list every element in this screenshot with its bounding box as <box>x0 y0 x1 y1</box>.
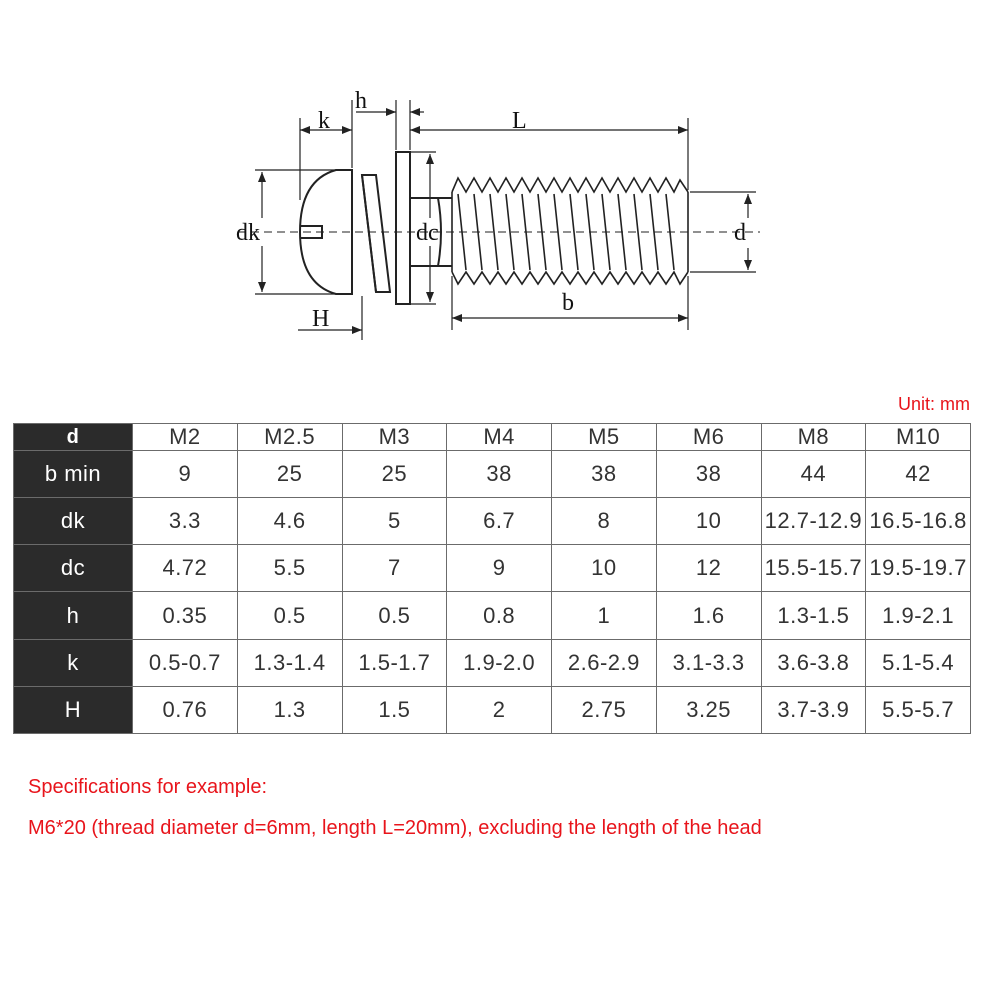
table-cell: 5 <box>342 498 447 545</box>
table-cell: 2.75 <box>552 686 657 733</box>
column-header: M6 <box>656 424 761 451</box>
row-header: H <box>14 686 133 733</box>
unit-label: Unit: mm <box>898 394 970 414</box>
table-row <box>14 545 971 592</box>
table-corner-header: d <box>14 424 133 451</box>
table-cell: 10 <box>656 498 761 545</box>
column-header: M8 <box>761 424 866 451</box>
table-cell: 38 <box>656 451 761 498</box>
spec-example-heading: Specifications for example: <box>28 776 268 798</box>
table-cell: 1.9-2.0 <box>447 639 552 686</box>
table-cell: 0.5-0.7 <box>133 639 238 686</box>
table-cell: 1.5 <box>342 686 447 733</box>
dimension-arrows <box>258 108 752 334</box>
table-cell: 38 <box>552 451 657 498</box>
table-cell: 12 <box>656 545 761 592</box>
table-cell: 5.1-5.4 <box>866 639 971 686</box>
table-cell: 1.5-1.7 <box>342 639 447 686</box>
screw-dimension-diagram <box>0 0 1000 380</box>
column-header: M2.5 <box>237 424 342 451</box>
table-cell: 0.35 <box>133 592 238 639</box>
table-row <box>14 686 971 733</box>
table-cell: 15.5-15.7 <box>761 545 866 592</box>
table-cell: 7 <box>342 545 447 592</box>
table-cell: 1.9-2.1 <box>866 592 971 639</box>
row-header: dc <box>14 545 133 592</box>
table-cell: 6.7 <box>447 498 552 545</box>
column-header: M4 <box>447 424 552 451</box>
table-cell: 3.25 <box>656 686 761 733</box>
column-header: M3 <box>342 424 447 451</box>
label-dc: dc <box>416 220 439 246</box>
spec-example-text: M6*20 (thread diameter d=6mm, length L=20mm), excluding the length of the head <box>28 817 762 839</box>
table-cell: 1.3-1.4 <box>237 639 342 686</box>
table-cell: 2.6-2.9 <box>552 639 657 686</box>
table-cell: 5.5-5.7 <box>866 686 971 733</box>
table-cell: 3.7-3.9 <box>761 686 866 733</box>
table-row <box>14 498 971 545</box>
table-cell: 4.72 <box>133 545 238 592</box>
label-H: H <box>312 306 330 332</box>
table-cell: 38 <box>447 451 552 498</box>
table-cell: 1.3-1.5 <box>761 592 866 639</box>
table-row <box>14 592 971 639</box>
screw-thread <box>452 178 688 284</box>
table-cell: 1.6 <box>656 592 761 639</box>
label-dk: dk <box>236 220 260 246</box>
table-cell: 19.5-19.7 <box>866 545 971 592</box>
table-cell: 25 <box>342 451 447 498</box>
table-cell: 0.5 <box>342 592 447 639</box>
table-cell: 5.5 <box>237 545 342 592</box>
table-cell: 3.6-3.8 <box>761 639 866 686</box>
row-header: h <box>14 592 133 639</box>
label-h: h <box>355 88 367 114</box>
label-b: b <box>562 290 574 316</box>
table-cell: 3.3 <box>133 498 238 545</box>
row-header: b min <box>14 451 133 498</box>
table-cell: 12.7-12.9 <box>761 498 866 545</box>
table-cell: 2 <box>447 686 552 733</box>
label-L: L <box>512 108 527 134</box>
label-k: k <box>318 108 330 134</box>
table-row <box>14 451 971 498</box>
table-cell: 10 <box>552 545 657 592</box>
table-cell: 9 <box>133 451 238 498</box>
column-header: M10 <box>866 424 971 451</box>
column-header: M2 <box>133 424 238 451</box>
table-cell: 0.76 <box>133 686 238 733</box>
specification-table <box>13 423 971 734</box>
table-cell: 25 <box>237 451 342 498</box>
table-cell: 1.3 <box>237 686 342 733</box>
column-header: M5 <box>552 424 657 451</box>
label-d: d <box>734 220 746 246</box>
table-row <box>14 639 971 686</box>
table-cell: 4.6 <box>237 498 342 545</box>
table-cell: 42 <box>866 451 971 498</box>
table-cell: 0.8 <box>447 592 552 639</box>
table-cell: 16.5-16.8 <box>866 498 971 545</box>
table-cell: 3.1-3.3 <box>656 639 761 686</box>
flat-washer <box>396 152 410 304</box>
row-header: dk <box>14 498 133 545</box>
table-cell: 0.5 <box>237 592 342 639</box>
table-cell: 8 <box>552 498 657 545</box>
table-cell: 44 <box>761 451 866 498</box>
row-header: k <box>14 639 133 686</box>
spring-washer <box>362 175 390 292</box>
table-header-row <box>14 424 971 451</box>
dimension-lines <box>238 100 760 340</box>
table-cell: 9 <box>447 545 552 592</box>
table-cell: 1 <box>552 592 657 639</box>
